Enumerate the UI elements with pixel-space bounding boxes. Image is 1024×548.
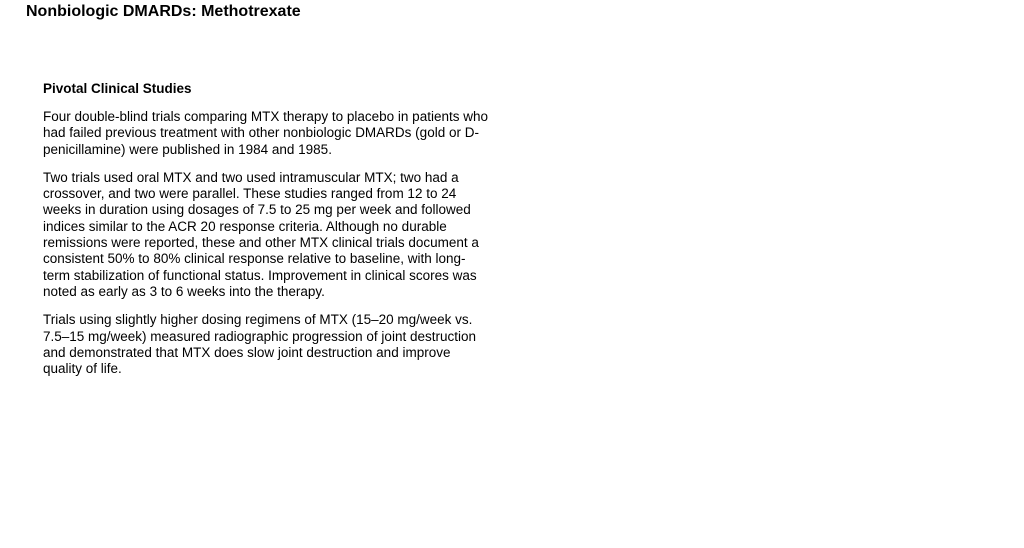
paragraph-dosing-regimens: Trials using slightly higher dosing regimens of MTX (15–20 mg/week vs. 7.5–15 mg/week) measured radiographic progression of joint destruction and demonstrated that MTX does slow joint destruction and improve quality of life. (43, 312, 476, 377)
section-heading: Pivotal Clinical Studies (43, 81, 192, 96)
page-title: Nonbiologic DMARDs: Methotrexate (26, 3, 301, 20)
paragraph-trials-overview: Four double-blind trials comparing MTX therapy to placebo in patients who had failed previous treatment with other nonbiologic DMARDs (gold or D-penicillamine) were published in 1984 and 1985. (43, 109, 488, 157)
content-section (43, 80, 488, 389)
paragraph-trial-design: Two trials used oral MTX and two used intramuscular MTX; two had a crossover, and two were parallel. These studies ranged from 12 to 24 weeks in duration using dosages of 7.5 to 25 mg per week and followed indices similar to the ACR 20 response criteria. Although no durable remissions were reported, these and other MTX clinical trials document a consistent 50% to 80% clinical response relative to baseline, with long-term stabilization of functional status. Improvement in clinical scores was noted as early as 3 to 6 weeks into the therapy. (43, 169, 479, 299)
